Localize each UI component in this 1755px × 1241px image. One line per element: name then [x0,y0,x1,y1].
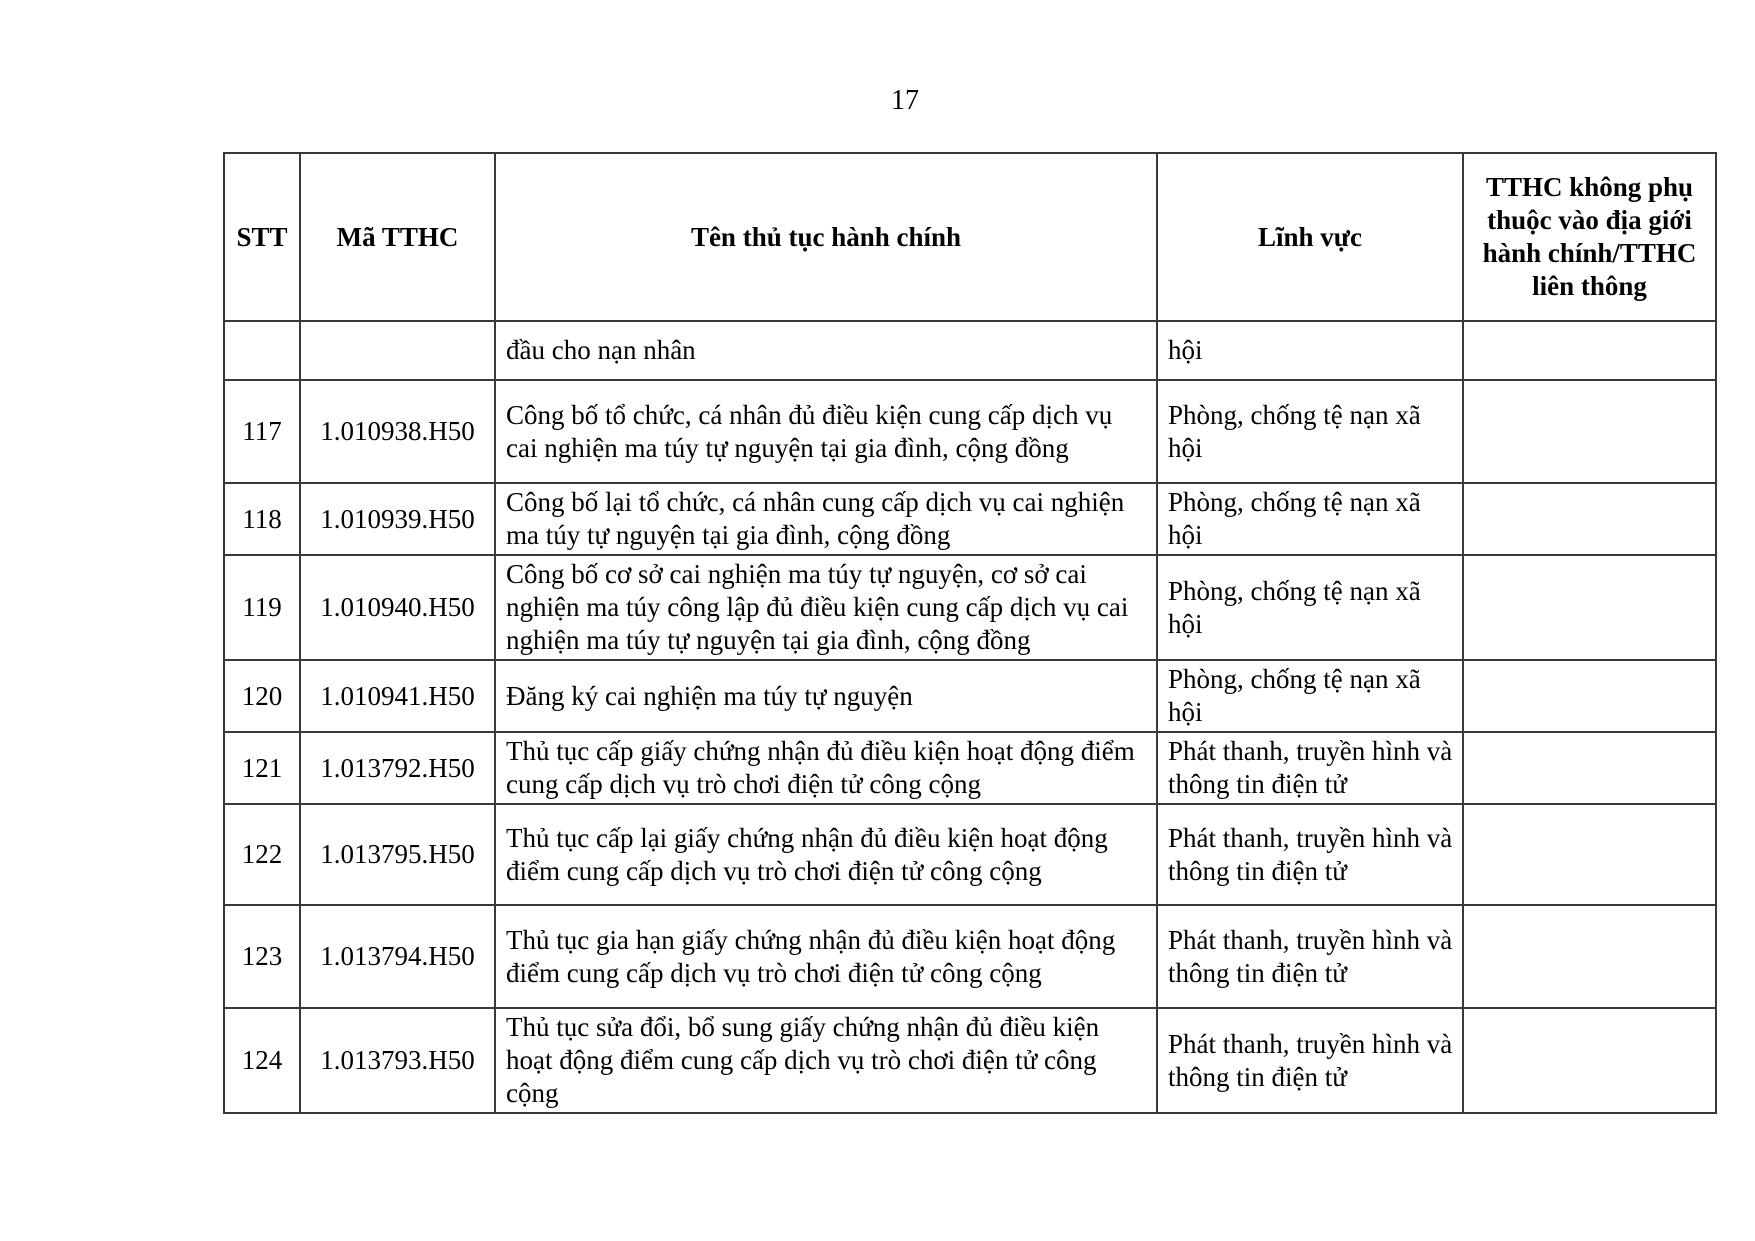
ma-tthc-cell: 1.013793.H50 [300,1008,495,1113]
table-row [224,732,1716,804]
ma-tthc-cell: 1.013795.H50 [300,804,495,905]
tthc-lien-thong-cell [1463,321,1716,380]
table-row [224,555,1716,660]
tthc-lien-thong-cell [1463,804,1716,905]
stt-cell: 117 [224,380,300,483]
ma-tthc-cell: 1.013792.H50 [300,732,495,804]
table-row [224,380,1716,483]
ten-thu-tuc-cell: Công bố lại tổ chức, cá nhân cung cấp dịch vụ cai nghiện ma túy tự nguyện tại gia đình, cộng đồng [495,483,1157,555]
linh-vuc-cell: Phòng, chống tệ nạn xã hội [1157,555,1463,660]
table-row [224,660,1716,732]
linh-vuc-cell: hội [1157,321,1463,380]
ma-tthc-cell: 1.010941.H50 [300,660,495,732]
table-row [224,321,1716,380]
linh-vuc-cell: Phòng, chống tệ nạn xã hội [1157,483,1463,555]
stt-cell: 124 [224,1008,300,1113]
tthc-lien-thong-cell [1463,732,1716,804]
ten-thu-tuc-cell: Thủ tục cấp lại giấy chứng nhận đủ điều kiện hoạt động điểm cung cấp dịch vụ trò chơi điện tử công cộng [495,804,1157,905]
ma-tthc-cell: 1.010940.H50 [300,555,495,660]
ten-thu-tuc-cell: Thủ tục gia hạn giấy chứng nhận đủ điều kiện hoạt động điểm cung cấp dịch vụ trò chơi điện tử công cộng [495,905,1157,1008]
tthc-lien-thong-cell [1463,555,1716,660]
stt-cell: 118 [224,483,300,555]
ten-thu-tuc-cell: Đăng ký cai nghiện ma túy tự nguyện [495,660,1157,732]
ma-tthc-cell: 1.010939.H50 [300,483,495,555]
stt-cell: 120 [224,660,300,732]
header-stt: STT [224,153,300,321]
page-number: 17 [891,85,919,116]
tthc-lien-thong-cell [1463,483,1716,555]
tthc-lien-thong-cell [1463,380,1716,483]
ten-thu-tuc-cell: Thủ tục cấp giấy chứng nhận đủ điều kiện hoạt động điểm cung cấp dịch vụ trò chơi điện tử công cộng [495,732,1157,804]
header-ma-tthc: Mã TTHC [300,153,495,321]
stt-cell: 121 [224,732,300,804]
header-ten-thu-tuc: Tên thủ tục hành chính [495,153,1157,321]
ma-tthc-cell: 1.010938.H50 [300,380,495,483]
linh-vuc-cell: Phát thanh, truyền hình và thông tin điện tử [1157,905,1463,1008]
linh-vuc-cell: Phát thanh, truyền hình và thông tin điện tử [1157,1008,1463,1113]
stt-cell [224,321,300,380]
table-row [224,1008,1716,1113]
stt-cell: 123 [224,905,300,1008]
linh-vuc-cell: Phát thanh, truyền hình và thông tin điện tử [1157,804,1463,905]
ma-tthc-cell [300,321,495,380]
header-linh-vuc: Lĩnh vực [1157,153,1463,321]
table-row [224,804,1716,905]
linh-vuc-cell: Phòng, chống tệ nạn xã hội [1157,660,1463,732]
linh-vuc-cell: Phát thanh, truyền hình và thông tin điện tử [1157,732,1463,804]
linh-vuc-cell: Phòng, chống tệ nạn xã hội [1157,380,1463,483]
ten-thu-tuc-cell: đầu cho nạn nhân [495,321,1157,380]
ten-thu-tuc-cell: Công bố cơ sở cai nghiện ma túy tự nguyện, cơ sở cai nghiện ma túy công lập đủ điều kiện cung cấp dịch vụ cai nghiện ma túy tự nguyện tại gia đình, cộng đồng [495,555,1157,660]
table-header-row [224,153,1716,321]
table-row [224,483,1716,555]
table-row [224,905,1716,1008]
tthc-lien-thong-cell [1463,660,1716,732]
procedures-table [223,152,1717,1114]
ten-thu-tuc-cell: Thủ tục sửa đổi, bổ sung giấy chứng nhận đủ điều kiện hoạt động điểm cung cấp dịch vụ trò chơi điện tử công cộng [495,1008,1157,1113]
header-tthc-lien-thong: TTHC không phụ thuộc vào địa giới hành chính/TTHC liên thông [1463,153,1716,321]
stt-cell: 122 [224,804,300,905]
tthc-lien-thong-cell [1463,905,1716,1008]
ma-tthc-cell: 1.013794.H50 [300,905,495,1008]
ten-thu-tuc-cell: Công bố tổ chức, cá nhân đủ điều kiện cung cấp dịch vụ cai nghiện ma túy tự nguyện tại gia đình, cộng đồng [495,380,1157,483]
tthc-lien-thong-cell [1463,1008,1716,1113]
stt-cell: 119 [224,555,300,660]
